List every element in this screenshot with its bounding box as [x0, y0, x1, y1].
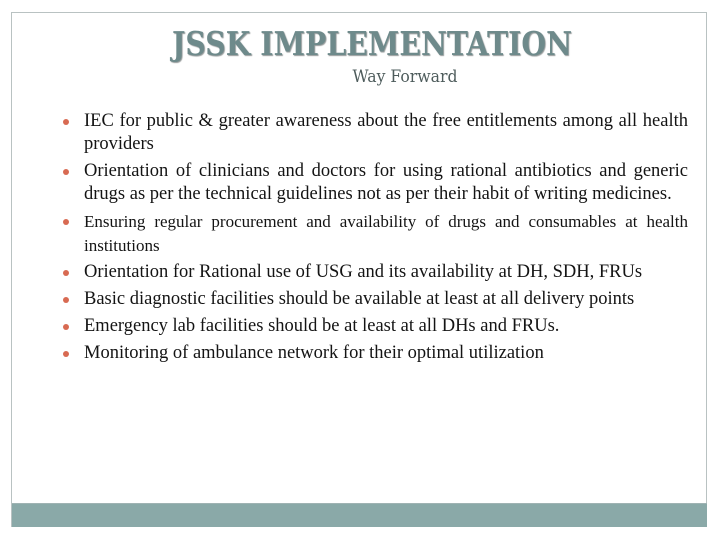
bullet-dot-icon [63, 351, 69, 357]
bullet-item [62, 110, 688, 156]
bullet-dot-icon [63, 219, 69, 225]
bullet-dot-icon [63, 169, 69, 175]
bullet-text: Ensuring regular procurement and availability of drugs and consumables at health institutions [84, 212, 688, 255]
bullet-item [62, 342, 688, 365]
bullet-dot-icon [63, 119, 69, 125]
bullet-text: Orientation for Rational use of USG and its availability at DH, SDH, FRUs [84, 262, 643, 282]
bullet-dot-icon [63, 270, 69, 276]
bullet-dot-icon [63, 297, 69, 303]
bullet-item [62, 288, 688, 311]
slide-title: JSSK IMPLEMENTATION [171, 24, 573, 63]
bullet-item [62, 210, 688, 257]
bullet-item [62, 315, 688, 338]
footer-band [12, 503, 707, 527]
bullet-text: Monitoring of ambulance network for their optimal utilization [84, 343, 544, 363]
bullet-item [62, 261, 688, 284]
bullet-text: Basic diagnostic facilities should be available at least at all delivery points [84, 289, 635, 309]
bullet-text: IEC for public & greater awareness about the free entitlements among all health providers [84, 111, 688, 154]
bullet-list [62, 110, 688, 369]
bullet-text: Emergency lab facilities should be at least at all DHs and FRUs. [84, 316, 560, 336]
bullet-dot-icon [63, 324, 69, 330]
slide-subtitle: Way Forward [352, 67, 458, 87]
bullet-text: Orientation of clinicians and doctors for using rational antibiotics and generic drugs as per the technical guidelines not as per their habit of writing medicines. [84, 161, 688, 204]
bullet-item [62, 160, 688, 206]
